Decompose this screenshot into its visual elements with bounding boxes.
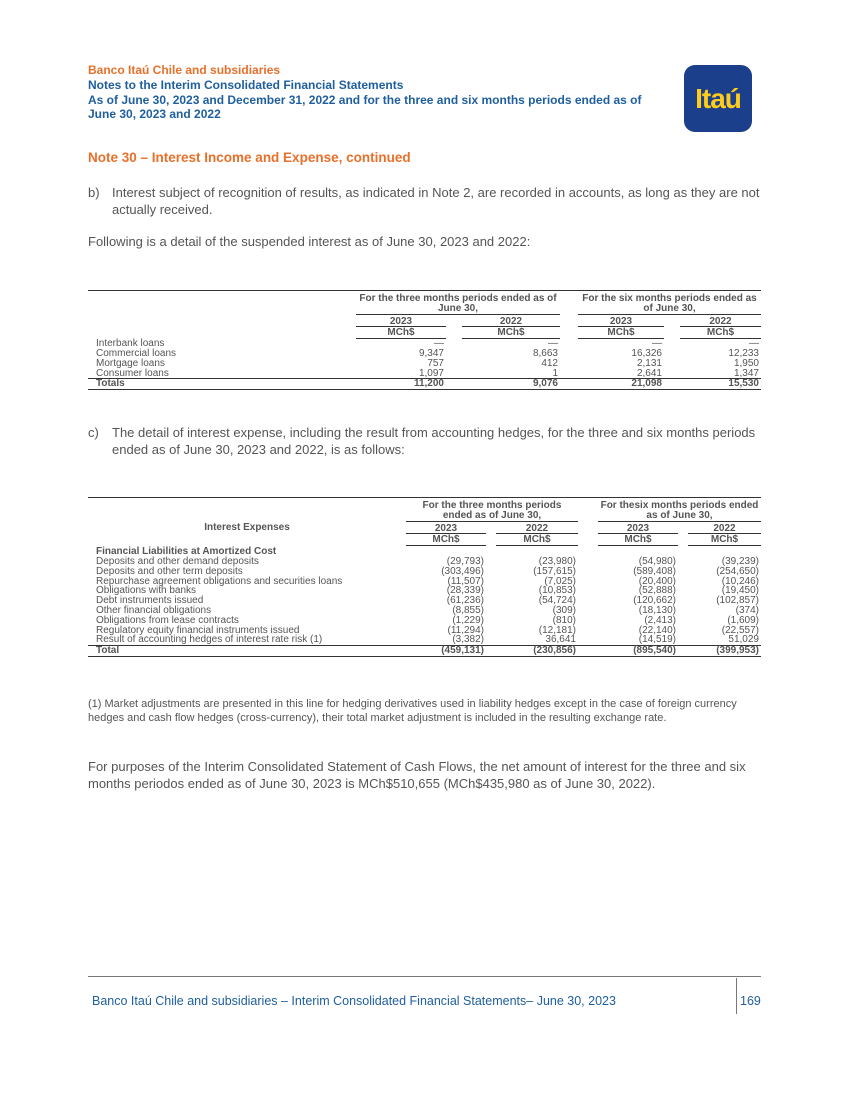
cell: 51,029 (728, 634, 759, 646)
cell: 1 (552, 367, 558, 379)
cell: (19,450) (721, 585, 759, 597)
total-cell: 11,200 (356, 379, 446, 390)
row-label: Mortgage loans (96, 357, 165, 369)
report-title: Notes to the Interim Consolidated Financial Statements (88, 78, 404, 92)
cell: 2,131 (636, 357, 662, 369)
cell: 757 (427, 357, 444, 369)
total-label: Totals (88, 379, 356, 390)
cell: (11,294) (447, 624, 484, 636)
cell: (254,650) (716, 565, 759, 577)
row-label: Deposits and other term deposits (96, 565, 243, 577)
row-label: Commercial loans (96, 347, 177, 359)
cell: (22,557) (721, 624, 759, 636)
t1-unit-header: MCh$ (578, 327, 664, 339)
cell: (20,400) (638, 575, 676, 587)
interest-expense-table (88, 497, 761, 657)
row-label: Obligations from lease contracts (96, 614, 239, 626)
cell: (10,246) (721, 575, 759, 587)
cell: — (652, 338, 662, 350)
t1-unit-header: MCh$ (462, 327, 560, 339)
cell: (18,130) (638, 604, 676, 616)
cell: (22,140) (638, 624, 676, 636)
t2-column-label: Interest Expenses (204, 521, 290, 533)
cell: (28,339) (446, 585, 484, 597)
report-period-line1: As of June 30, 2023 and December 31, 2022 and for the three and six months periods ended as of (88, 92, 642, 107)
cell: (54,980) (638, 555, 676, 567)
cell: (29,793) (446, 555, 484, 567)
cashflow-note: For purposes of the Interim Consolidated Statement of Cash Flows, the net amount of interest for the three and six months periodos ended as of June 30, 2023 is MCh$510,655 (MCh$435,980 as of June 30, 2022). (88, 759, 746, 791)
total-cell: (399,953) (688, 646, 761, 657)
cell: (810) (552, 614, 576, 626)
row-label: Deposits and other demand deposits (96, 555, 259, 567)
t2-year-header: 2023 (406, 521, 486, 534)
t2-group-three-months: For the three months periods ended as of June 30, (406, 498, 578, 522)
row-label: Debt instruments issued (96, 595, 204, 607)
cell: (23,980) (538, 555, 576, 567)
footer-separator (736, 978, 737, 1014)
t2-year-header: 2022 (688, 521, 761, 534)
item-c (88, 424, 761, 458)
cell: 412 (541, 357, 558, 369)
t2-year-header: 2022 (496, 521, 578, 534)
cell: (309) (552, 604, 576, 616)
cell: (2,413) (644, 614, 676, 626)
item-b-label: b) (88, 185, 100, 200)
report-period-line2: June 30, 2023 and 2022 (88, 107, 221, 121)
footer-divider (88, 976, 761, 977)
cell: (3,382) (452, 634, 484, 646)
row-label: Consumer loans (96, 367, 169, 379)
t1-year-header: 2022 (680, 314, 761, 327)
t1-group-six-months: For the six months periods ended as of June 30, (578, 291, 761, 315)
cell: (54,724) (538, 595, 576, 607)
total-label: Total (88, 646, 406, 657)
total-cell: 9,076 (462, 379, 560, 390)
row-label: Interbank loans (96, 337, 165, 349)
section-heading: Financial Liabilities at Amortized Cost (96, 546, 277, 558)
cell: (8,855) (452, 604, 484, 616)
item-c-label: c) (88, 425, 99, 440)
cell: (303,496) (441, 565, 484, 577)
cell: (120,662) (633, 595, 676, 607)
cell: 36,641 (545, 634, 576, 646)
itau-logo (684, 65, 752, 132)
row-label: Result of accounting hedges of interest rate risk (1) (96, 634, 323, 646)
row-label: Obligations with banks (96, 585, 197, 597)
cell: (589,408) (633, 565, 676, 577)
cell: (10,853) (538, 585, 576, 597)
cell: 2,641 (636, 367, 662, 379)
cell: — (749, 338, 759, 350)
cell: (39,239) (721, 555, 759, 567)
total-row (88, 379, 761, 390)
t2-year-header: 2023 (598, 521, 678, 534)
row-label: Other financial obligations (96, 604, 212, 616)
table-row (88, 635, 761, 645)
total-row (88, 646, 761, 657)
total-cell: (230,856) (496, 646, 578, 657)
t2-unit-header: MCh$ (598, 534, 678, 546)
total-cell: (459,131) (406, 646, 486, 657)
cell: 9,347 (418, 347, 444, 359)
cell: — (548, 338, 558, 350)
footer-text: Banco Itaú Chile and subsidiaries – Interim Consolidated Financial Statements– June 30, 2023 (92, 994, 616, 1008)
t1-group-three-months: For the three months periods ended as of June 30, (356, 291, 560, 315)
t1-unit-header: MCh$ (356, 327, 446, 339)
suspended-interest-table (88, 290, 761, 390)
total-cell: (895,540) (598, 646, 678, 657)
cell: 8,663 (532, 347, 558, 359)
cell: (102,857) (716, 595, 759, 607)
cell: — (434, 338, 444, 350)
cell: (11,507) (447, 575, 484, 587)
t1-unit-header: MCh$ (680, 327, 761, 339)
cell: (61,236) (446, 595, 484, 607)
note-title: Note 30 – Interest Income and Expense, continued (88, 150, 411, 165)
t2-group-six-months: For thesix months periods ended as of June 30, (598, 498, 761, 522)
page-number: 169 (740, 994, 761, 1008)
cell: (1,229) (452, 614, 484, 626)
t2-unit-header: MCh$ (406, 534, 486, 546)
cell: (374) (735, 604, 759, 616)
item-c-text: The detail of interest expense, including the result from accounting hedges, for the three and six months periods ended as of June 30, 2023 and 2022, is as follows: (112, 425, 756, 457)
t1-year-header: 2023 (356, 314, 446, 327)
total-cell: 21,098 (578, 379, 664, 390)
cell: 1,347 (733, 367, 759, 379)
suspended-interest-intro: Following is a detail of the suspended interest as of June 30, 2023 and 2022: (88, 234, 531, 249)
cell: 1,097 (418, 367, 444, 379)
cell: (52,888) (638, 585, 676, 597)
t1-year-header: 2022 (462, 314, 560, 327)
cell: (157,615) (533, 565, 576, 577)
row-label: Regulatory equity financial instruments issued (96, 624, 300, 636)
t1-year-header: 2023 (578, 314, 664, 327)
cell: 12,233 (728, 347, 759, 359)
cell: 1,950 (733, 357, 759, 369)
footnote: (1) Market adjustments are presented in this line for hedging derivatives used in liability hedges except in the case of foreign currency hedges and cash flow hedges (cross-currency), their total market adjustment is included in the resulting exchange rate. (88, 698, 737, 724)
total-cell: 15,530 (680, 379, 761, 390)
table-row (88, 369, 761, 379)
cell: 16,326 (631, 347, 662, 359)
cell: (14,519) (638, 634, 676, 646)
logo-text: Itaú (695, 82, 741, 114)
t2-unit-header: MCh$ (688, 534, 761, 546)
cell: (12,181) (538, 624, 576, 636)
item-b (88, 184, 761, 218)
cell: (1,609) (727, 614, 759, 626)
item-b-text: Interest subject of recognition of results, as indicated in Note 2, are recorded in accounts, as long as they are not actually received. (112, 185, 760, 217)
t2-unit-header: MCh$ (496, 534, 578, 546)
cell: (7,025) (544, 575, 576, 587)
row-label: Repurchase agreement obligations and securities loans (96, 575, 343, 587)
company-name: Banco Itaú Chile and subsidiaries (88, 63, 281, 77)
